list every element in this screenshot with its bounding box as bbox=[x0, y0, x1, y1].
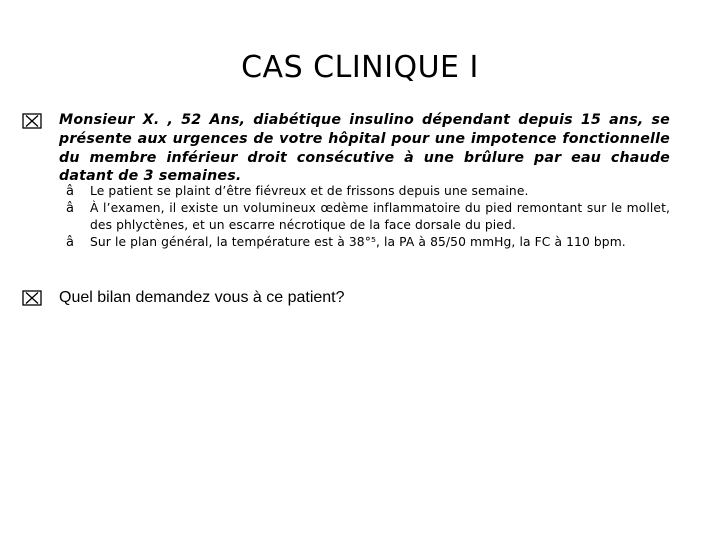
arrow-right-icon: â bbox=[66, 184, 74, 199]
slide-title: CAS CLINIQUE I bbox=[241, 50, 479, 85]
question-bullet bbox=[22, 288, 670, 308]
arrow-right-icon: â bbox=[66, 201, 74, 216]
ballot-x-box-icon bbox=[22, 113, 42, 129]
case-presentation-text: Monsieur X. , 52 Ans, diabétique insulino dépendant depuis 15 ans, se présente aux urgences de votre hôpital pour une impotence fonctionnelle du membre inférieur droit consécutive à une brûlure par eau chaude datant de 3 semaines. bbox=[59, 112, 670, 185]
ballot-x-box-icon bbox=[22, 290, 42, 306]
arrow-right-icon: â bbox=[66, 235, 74, 250]
list-item bbox=[66, 200, 670, 234]
list-item bbox=[66, 183, 670, 200]
list-item bbox=[66, 234, 670, 251]
list-item-text: Le patient se plaint d’être fiévreux et de frissons depuis une semaine. bbox=[90, 184, 529, 198]
list-item-text: À l’examen, il existe un volumineux œdème inflammatoire du pied remontant sur le mollet, des phlyctènes, et un escarre nécrotique de la face dorsale du pied. bbox=[90, 201, 670, 232]
clinical-details-list bbox=[66, 183, 670, 251]
case-presentation-bullet bbox=[22, 111, 670, 186]
question-text: Quel bilan demandez vous à ce patient? bbox=[59, 289, 345, 306]
list-item-text: Sur le plan général, la température est à 38°⁵, la PA à 85/50 mmHg, la FC à 110 bpm. bbox=[90, 235, 626, 249]
